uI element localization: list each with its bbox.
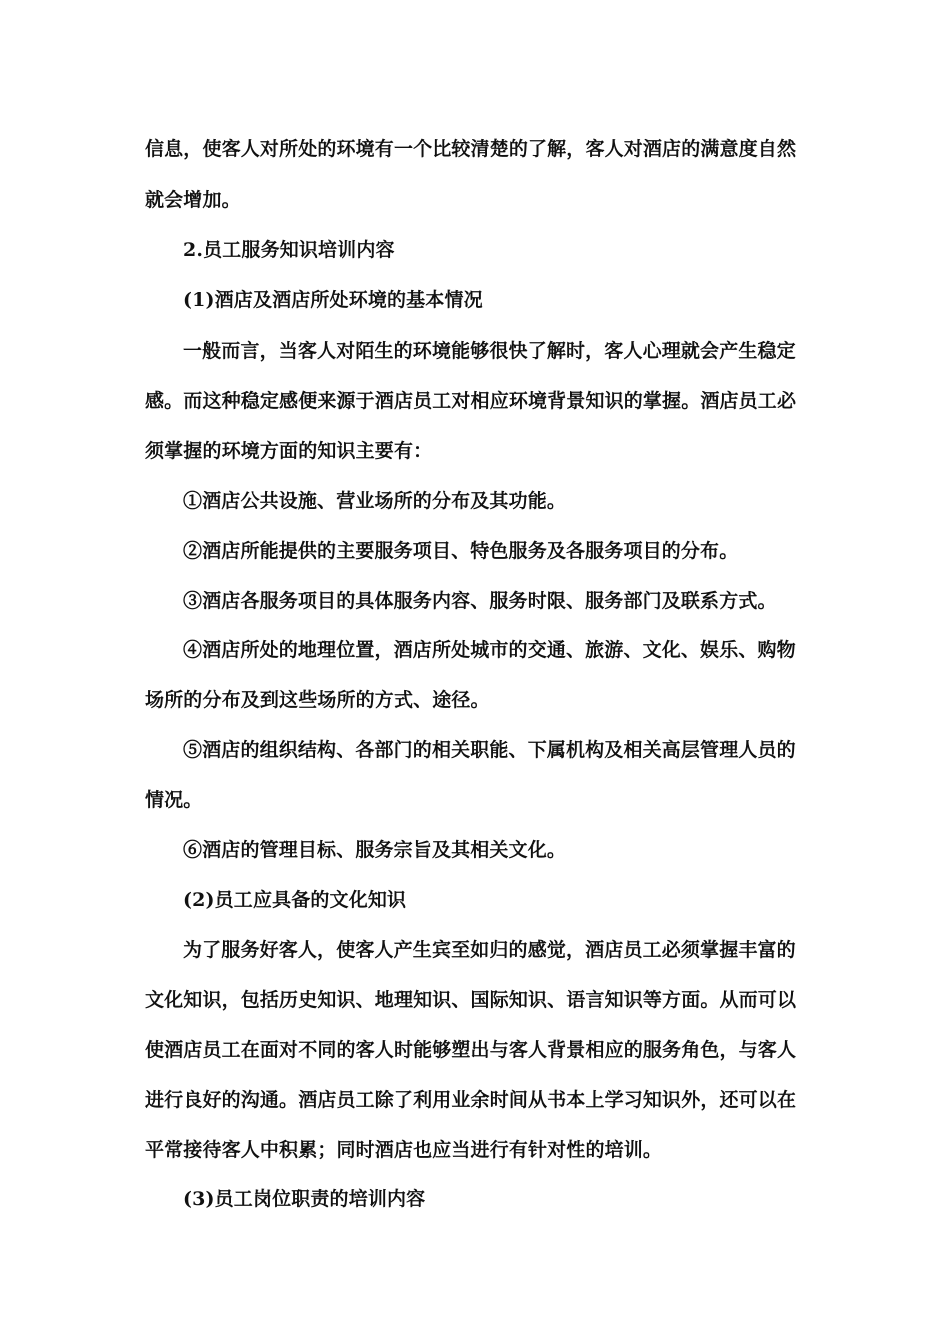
paragraph-line: 为了服务好客人，使客人产生宾至如归的感觉，酒店员工必须掌握丰富的 bbox=[183, 939, 796, 961]
subsection-heading: (3)员工岗位职责的培训内容 bbox=[183, 1188, 426, 1210]
paragraph-line: 信息，使客人对所处的环境有一个比较清楚的了解，客人对酒店的满意度自然 bbox=[145, 138, 797, 160]
paragraph-line: 就会增加。 bbox=[145, 189, 241, 211]
list-item-continuation: 情况。 bbox=[145, 789, 203, 811]
paragraph-line: 文化知识，包括历史知识、地理知识、国际知识、语言知识等方面。从而可以 bbox=[145, 989, 797, 1011]
list-item: ④酒店所处的地理位置，酒店所处城市的交通、旅游、文化、娱乐、购物 bbox=[183, 639, 796, 661]
section-heading: 2.员工服务知识培训内容 bbox=[183, 239, 395, 261]
list-item: ⑤酒店的组织结构、各部门的相关职能、下属机构及相关高层管理人员的 bbox=[183, 739, 796, 761]
paragraph-line: 进行良好的沟通。酒店员工除了利用业余时间从书本上学习知识外，还可以在 bbox=[145, 1089, 797, 1111]
subsection-heading: (1)酒店及酒店所处环境的基本情况 bbox=[183, 289, 483, 311]
paragraph-line: 使酒店员工在面对不同的客人时能够塑出与客人背景相应的服务角色，与客人 bbox=[145, 1039, 797, 1061]
paragraph-line: 平常接待客人中积累；同时酒店也应当进行有针对性的培训。 bbox=[145, 1139, 663, 1161]
list-item: ②酒店所能提供的主要服务项目、特色服务及各服务项目的分布。 bbox=[183, 540, 739, 562]
paragraph-line: 须掌握的环境方面的知识主要有： bbox=[145, 440, 433, 462]
list-item-continuation: 场所的分布及到这些场所的方式、途径。 bbox=[145, 689, 490, 711]
list-item: ③酒店各服务项目的具体服务内容、服务时限、服务部门及联系方式。 bbox=[183, 590, 777, 612]
list-item: ⑥酒店的管理目标、服务宗旨及其相关文化。 bbox=[183, 839, 567, 861]
paragraph-line: 感。而这种稳定感便来源于酒店员工对相应环境背景知识的掌握。酒店员工必 bbox=[145, 390, 797, 412]
paragraph-line: 一般而言，当客人对陌生的环境能够很快了解时，客人心理就会产生稳定 bbox=[183, 340, 796, 362]
list-item: ①酒店公共设施、营业场所的分布及其功能。 bbox=[183, 490, 567, 512]
subsection-heading: (2)员工应具备的文化知识 bbox=[183, 889, 407, 911]
